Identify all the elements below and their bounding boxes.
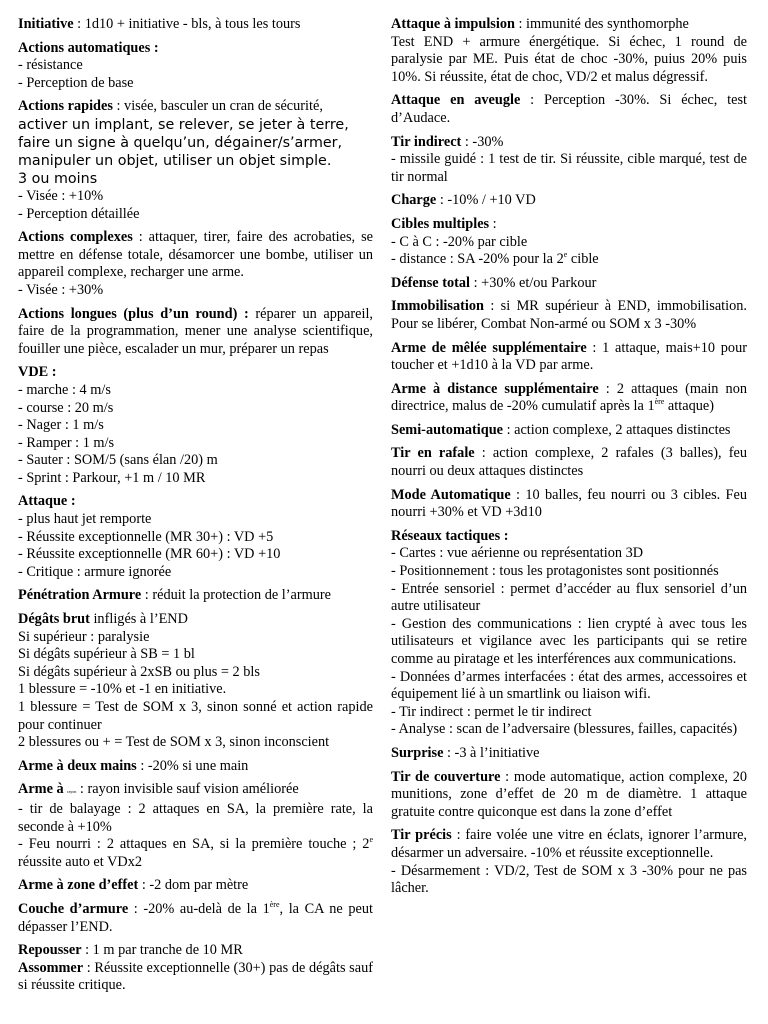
section-actions-complexes: Actions complexes : attaquer, tirer, faire des acrobaties, se mettre en défense totale, désamorcer une bombe, utiliser un appareil complexe, recharger une arme. - Visée : +30% [18,229,373,298]
list-item: - Sauter : SOM/5 (sans élan /20) m [18,452,218,469]
list-item: 3 ou moins [18,170,98,187]
list-item: - résistance [18,57,83,74]
list-item: - Sprint : Parkour, +1 m / 10 MR [18,469,206,486]
section-cibles-multiples: Cibles multiples : - C à C : -20% par cible - distance : SA -20% pour la 2e cible [391,216,747,269]
term-vde: VDE : [18,364,57,381]
list-item: - Désarmement : VD/2, Test de SOM x 3 -30% pour ne pas lâcher. [391,862,747,897]
term-reseaux-tactiques: Réseaux tactiques : [391,527,509,544]
list-item: 1 blessure = -10% et -1 en initiative. [18,681,227,698]
list-item: - Perception de base [18,74,134,91]
list-item: - Analyse : scan de l’adversaire (blessures, failles, capacités) [391,721,738,738]
section-vde [18,364,373,487]
section-couche-armure: Couche d’armure : -20% au-delà de la 1ère, la CA ne peut dépasser l’END. [18,900,373,935]
term-arme-zone-effet: Arme à zone d’effet [18,877,139,894]
list-item: - tir de balayage : 2 attaques en SA, la première rate, la seconde à +10% [18,800,373,835]
section-reseaux-tactiques [391,528,747,739]
list-item: activer un implant, se relever, se jeter à terre, [18,116,349,133]
term-attaque-aveugle: Attaque en aveugle [391,92,521,109]
list-item: - Entrée sensoriel : permet d’accéder au flux sensoriel d’un autre utilisateur [391,580,747,615]
list-item: - Visée : +30% [18,281,104,298]
term-actions-automatiques: Actions automatiques : [18,39,159,56]
term-charge: Charge [391,192,437,209]
section-actions-automatiques [18,40,373,93]
list-item: manipuler un objet, utiliser un objet simple. [18,152,332,169]
term-immobilisation: Immobilisation [391,298,484,315]
right-column [391,16,747,904]
term-tir-precis: Tir précis [391,827,452,844]
section-semi-automatique: Semi-automatique : action complexe, 2 attaques distinctes [391,421,731,438]
list-item: - Réussite exceptionnelle (MR 60+) : VD +10 [18,546,281,563]
term-cibles-multiples: Cibles multiples [391,215,490,232]
list-item: - Feu nourri : 2 attaques en SA, si la première touche ; 2e réussite auto et VDx2 [18,835,373,870]
list-item: - Positionnement : tous les protagonistes sont positionnés [391,563,719,580]
list-item: - plus haut jet remporte [18,511,152,528]
section-initiative: Initiative : 1d10 + initiative - bls, à tous les tours [18,16,301,32]
term-penetration-armure: Pénétration Armure [18,587,142,604]
section-arme-deux-mains: Arme à deux mains : -20% si une main [18,757,249,774]
list-item: - Nager : 1 m/s [18,417,104,434]
term-repousser: Repousser [18,942,82,959]
term-attaque: Attaque : [18,493,76,510]
term-defense-total: Défense total [391,274,471,291]
term-mode-automatique: Mode Automatique [391,486,511,503]
list-item: faire un signe à quelqu’un, dégainer/s’armer, [18,134,343,151]
list-item: - Ramper : 1 m/s [18,434,115,451]
list-item: 2 blessures ou + = Test de SOM x 3, sinon inconscient [18,734,330,751]
list-item: - Visée : +10% [18,187,104,204]
section-tir-rafale: Tir en rafale : action complexe, 2 rafales (3 balles), feu nourri ou deux attaques distinctes [391,445,747,480]
list-item: - marche : 4 m/s [18,381,111,398]
section-tir-indirect: Tir indirect : -30% - missile guidé : 1 test de tir. Si réussite, cible marqué, test de tir normal [391,133,747,185]
section-charge: Charge : -10% / +10 VD [391,192,536,209]
section-defense-total: Défense total : +30% et/ou Parkour [391,274,597,291]
list-item: Si dégâts supérieur à SB = 1 bl [18,646,195,663]
section-attaque-aveugle: Attaque en aveugle : Perception -30%. Si échec, test d’Audace. [391,92,748,126]
section-degats-brut: Dégâts brut infligés à l’END Si supérieur : paralysie Si dégâts supérieur à SB = 1 bl Si dégâts supérieur à 2xSB ou plus = 2 bls 1 blessure = -10% et -1 en initiative. 1 blessure = Test de SOM x 3, sinon sonné et action rapide pour continuer 2 blessures ou + = Test de SOM x 3, sinon inconscient [18,611,373,751]
left-column [18,16,373,1001]
section-mode-automatique: Mode Automatique : 10 balles, feu nourri ou 3 cibles. Feu nourri +30% et VD +3d10 [391,486,747,521]
list-item: - Gestion des communications : lien crypté à avec tous les utilisateurs et vigilance avec les participants qui se retire comme au piratage et les interférences aux communications. [391,615,747,667]
term-actions-rapides: Actions rapides [18,98,113,115]
term-arme-rayon: Arme à [18,781,64,798]
list-item: - distance : SA -20% pour la 2e cible [391,250,599,268]
section-attaque-impulsion: Attaque à impulsion : immunité des synthomorphe Test END + armure énergétique. Si échec, 1 round de paralysie par ME. Puis état de choc -30%, puius 20% puis 10%. Si réussite, état de choc, VD/2 et malus dégressif. [391,16,747,85]
section-attaque [18,493,373,581]
term-arme-deux-mains: Arme à deux mains [18,757,137,774]
list-item: 1 blessure = Test de SOM x 3, sinon sonné et action rapide pour continuer [18,699,373,733]
list-item: - Réussite exceptionnelle (MR 30+) : VD +5 [18,528,274,545]
list-item: Si supérieur : paralysie [18,628,150,645]
term-attaque-impulsion: Attaque à impulsion [391,16,515,32]
term-degats-brut: Dégâts brut [18,611,90,628]
list-item: - Perception détaillée [18,205,140,222]
section-arme-rayon: Arme à rayon : rayon invisible sauf vision améliorée - tir de balayage : 2 attaques en SA, la première rate, la seconde à +10% - Feu nourri : 2 attaques en SA, si la première touche ; 2e réussite auto et VDx2 [18,781,373,870]
list-item: Si dégâts supérieur à 2xSB ou plus = 2 bls [18,663,260,680]
term-arme-distance-sup: Arme à distance supplémentaire [391,380,599,397]
list-item: - C à C : -20% par cible [391,233,528,250]
term-arme-melee-sup: Arme de mêlée supplémentaire [391,339,587,356]
list-item: - Données d’armes interfacées : état des armes, accessoires et équipement lié à un smartlink ou liaison wifi. [391,668,747,703]
section-penetration-armure: Pénétration Armure : réduit la protection de l’armure [18,587,331,604]
section-assommer: Assommer : Réussite exceptionnelle (30+) pas de dégâts sauf si réussite critique. [18,959,373,994]
term-tir-couverture: Tir de couverture [391,768,501,785]
section-arme-zone-effet: Arme à zone d’effet : -2 dom par mètre [18,877,249,894]
list-item: - course : 20 m/s [18,399,114,416]
section-actions-longues: Actions longues (plus d’un round) : réparer un appareil, faire de la programmation, mener une analyse scientifique, fouiller une pièce, escalader un mur, préparer un repas [18,305,373,357]
list-item: - Cartes : vue aérienne ou représentation 3D [391,545,644,562]
section-repousser: Repousser : 1 m par tranche de 10 MR [18,942,243,959]
list-item: - Tir indirect : permet le tir indirect [391,703,592,720]
term-assommer: Assommer [18,959,84,976]
term-initiative: Initiative [18,16,74,32]
section-surprise: Surprise : -3 à l’initiative [391,744,540,761]
list-item: - Critique : armure ignorée [18,563,172,580]
section-actions-rapides: Actions rapides : visée, basculer un cran de sécurité, activer un implant, se relever, se jeter à terre, faire un signe à quelqu’un, dégainer/s’armer, manipuler un objet, utiliser un objet simple. 3 ou moins - Visée : +10% - Perception détaillée [18,98,373,223]
term-tir-rafale: Tir en rafale [391,445,475,462]
section-tir-couverture: Tir de couverture : mode automatique, action complexe, 20 munitions, zone d’effet de 20 m de diamètre. 1 attaque gratuite contre quiconque est dans la zone d’effet [391,768,747,820]
section-tir-precis: Tir précis : faire volée une vitre en éclats, ignorer l’armure, désarmer un adversaire. -10% et réussite exceptionnelle. - Désarmement : VD/2, Test de SOM x 3 -30% pour ne pas lâcher. [391,827,747,897]
section-arme-distance-sup: Arme à distance supplémentaire : 2 attaques (main non directrice, malus de -20% cumulatif après la 1ère attaque) [391,380,747,415]
term-semi-automatique: Semi-automatique [391,421,503,438]
term-actions-complexes: Actions complexes [18,229,133,246]
term-couche-armure: Couche d’armure [18,900,129,917]
section-immobilisation: Immobilisation : si MR supérieur à END, immobilisation. Pour se libérer, Combat Non-armé ou SOM x 3 -30% [391,298,747,332]
tiny-label: rayon [67,789,77,795]
term-surprise: Surprise [391,744,444,761]
section-arme-melee-sup: Arme de mêlée supplémentaire : 1 attaque, mais+10 pour toucher et +1d10 à la VD par arme. [391,339,747,374]
term-actions-longues: Actions longues (plus d’un round) : [18,305,249,322]
term-tir-indirect: Tir indirect [391,133,462,150]
